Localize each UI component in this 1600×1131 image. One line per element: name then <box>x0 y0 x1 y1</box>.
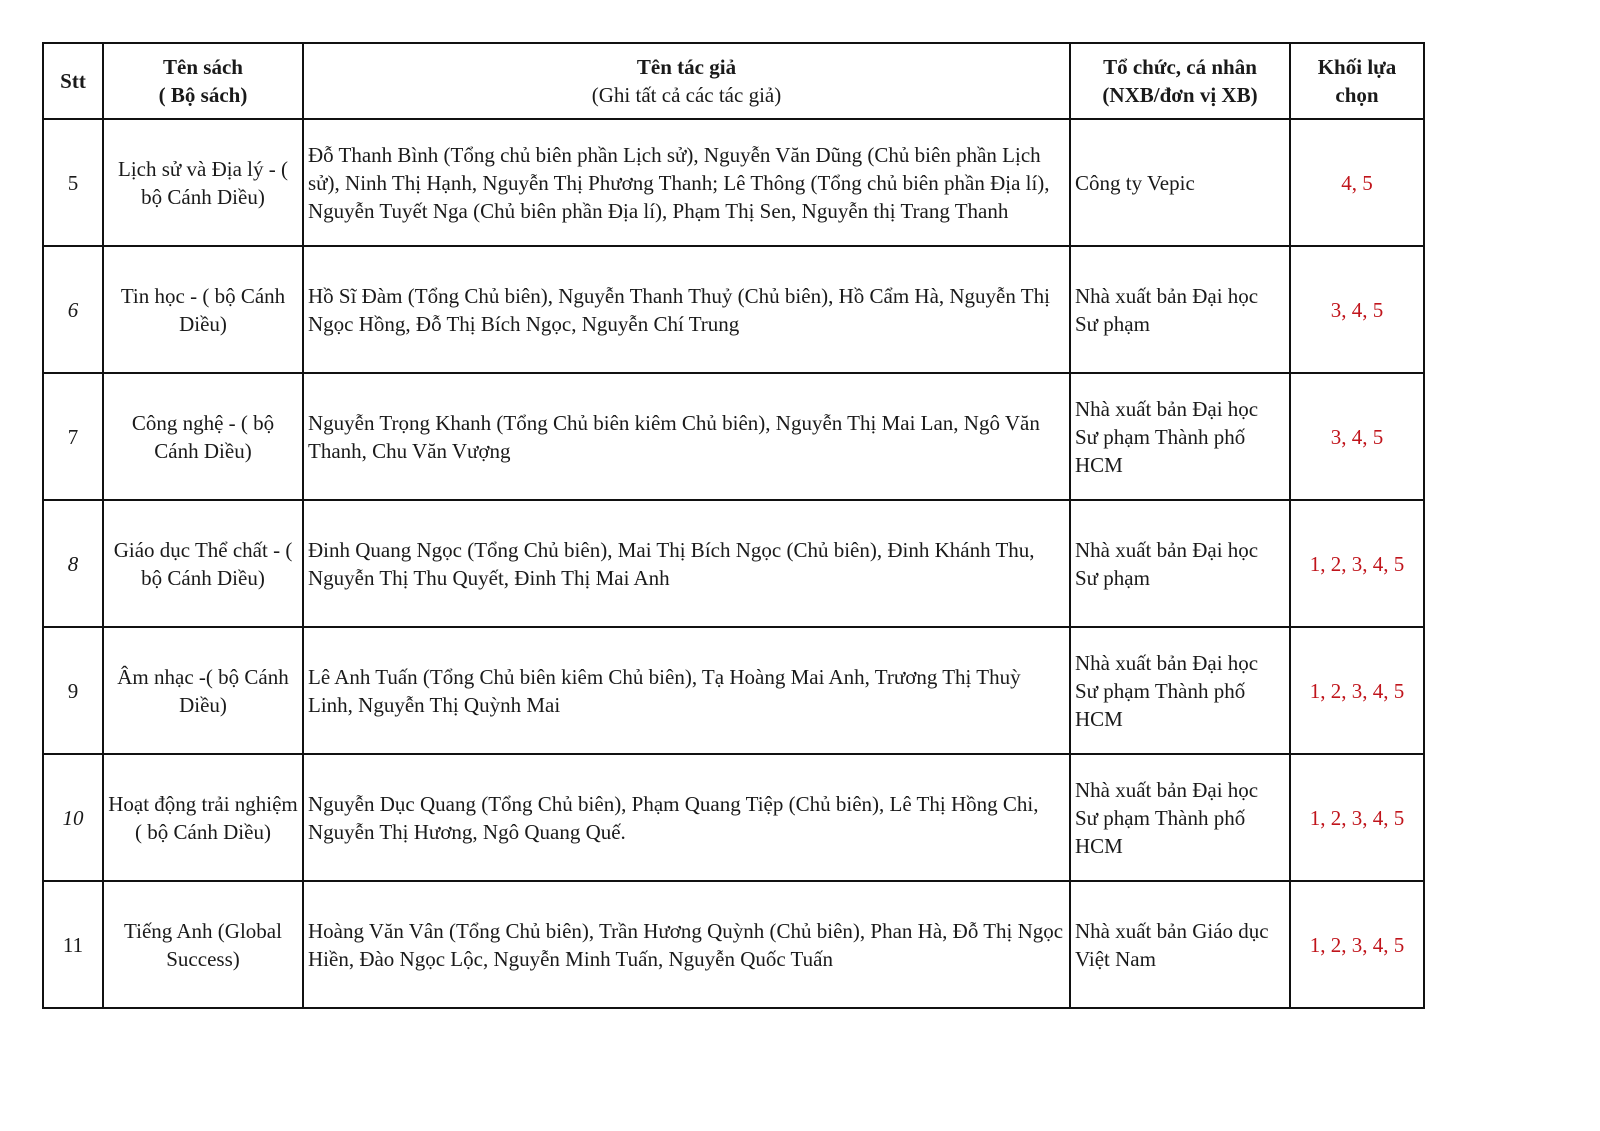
cell-grades: 1, 2, 3, 4, 5 <box>1290 881 1424 1008</box>
cell-book-title: Giáo dục Thể chất - ( bộ Cánh Diều) <box>103 500 303 627</box>
cell-publisher: Nhà xuất bản Đại học Sư phạm <box>1070 500 1290 627</box>
header-grades-line1: Khối lựa <box>1317 55 1397 79</box>
cell-authors: Hoàng Văn Vân (Tổng Chủ biên), Trần Hương Quỳnh (Chủ biên), Phan Hà, Đỗ Thị Ngọc Hiền, Đào Ngọc Lộc, Nguyễn Minh Tuấn, Nguyễn Quốc Tuấn <box>303 881 1070 1008</box>
table-row <box>43 246 1424 373</box>
table-row <box>43 373 1424 500</box>
cell-publisher: Nhà xuất bản Đại học Sư phạm Thành phố HCM <box>1070 627 1290 754</box>
cell-publisher: Nhà xuất bản Đại học Sư phạm <box>1070 246 1290 373</box>
header-row <box>43 43 1424 119</box>
cell-grades: 3, 4, 5 <box>1290 246 1424 373</box>
header-authors-line2: (Ghi tất cả các tác giả) <box>591 83 782 107</box>
cell-stt: 8 <box>43 500 103 627</box>
cell-book-title: Công nghệ - ( bộ Cánh Diều) <box>103 373 303 500</box>
cell-publisher: Công ty Vepic <box>1070 119 1290 246</box>
header-grades <box>1290 43 1424 119</box>
cell-grades: 3, 4, 5 <box>1290 373 1424 500</box>
cell-stt: 6 <box>43 246 103 373</box>
cell-book-title: Lịch sử và Địa lý - ( bộ Cánh Diều) <box>103 119 303 246</box>
cell-publisher: Nhà xuất bản Đại học Sư phạm Thành phố HCM <box>1070 373 1290 500</box>
header-publisher-line2: (NXB/đơn vị XB) <box>1102 83 1258 107</box>
cell-publisher: Nhà xuất bản Giáo dục Việt Nam <box>1070 881 1290 1008</box>
table-row <box>43 627 1424 754</box>
cell-book-title: Hoạt động trải nghiệm ( bộ Cánh Diều) <box>103 754 303 881</box>
cell-grades: 4, 5 <box>1290 119 1424 246</box>
cell-book-title: Tiếng Anh (Global Success) <box>103 881 303 1008</box>
header-book-line1: Tên sách <box>163 55 243 79</box>
cell-stt: 11 <box>43 881 103 1008</box>
cell-stt: 9 <box>43 627 103 754</box>
header-stt: Stt <box>43 43 103 119</box>
cell-book-title: Âm nhạc -( bộ Cánh Diều) <box>103 627 303 754</box>
table-row <box>43 500 1424 627</box>
cell-authors: Hồ Sĩ Đàm (Tổng Chủ biên), Nguyễn Thanh Thuỷ (Chủ biên), Hồ Cẩm Hà, Nguyễn Thị Ngọc Hồng, Đỗ Thị Bích Ngọc, Nguyễn Chí Trung <box>303 246 1070 373</box>
cell-stt: 5 <box>43 119 103 246</box>
cell-grades: 1, 2, 3, 4, 5 <box>1290 500 1424 627</box>
cell-grades: 1, 2, 3, 4, 5 <box>1290 627 1424 754</box>
cell-grades: 1, 2, 3, 4, 5 <box>1290 754 1424 881</box>
header-authors-line1: Tên tác giả <box>636 55 737 79</box>
cell-stt: 7 <box>43 373 103 500</box>
header-book-line2: ( Bộ sách) <box>158 83 248 107</box>
cell-publisher: Nhà xuất bản Đại học Sư phạm Thành phố HCM <box>1070 754 1290 881</box>
header-publisher <box>1070 43 1290 119</box>
cell-authors: Nguyễn Trọng Khanh (Tổng Chủ biên kiêm Chủ biên), Nguyễn Thị Mai Lan, Ngô Văn Thanh, Chu Văn Vượng <box>303 373 1070 500</box>
table-row <box>43 881 1424 1008</box>
textbook-table <box>42 42 1425 1009</box>
header-book-title <box>103 43 303 119</box>
cell-book-title: Tin học - ( bộ Cánh Diều) <box>103 246 303 373</box>
table-row <box>43 119 1424 246</box>
cell-authors: Lê Anh Tuấn (Tổng Chủ biên kiêm Chủ biên), Tạ Hoàng Mai Anh, Trương Thị Thuỳ Linh, Nguyễn Thị Quỳnh Mai <box>303 627 1070 754</box>
header-grades-line2: chọn <box>1335 83 1379 107</box>
cell-authors: Đinh Quang Ngọc (Tổng Chủ biên), Mai Thị Bích Ngọc (Chủ biên), Đinh Khánh Thu, Nguyễn Thị Thu Quyết, Đinh Thị Mai Anh <box>303 500 1070 627</box>
header-publisher-line1: Tổ chức, cá nhân <box>1103 55 1257 79</box>
header-authors <box>303 43 1070 119</box>
cell-authors: Nguyễn Dục Quang (Tổng Chủ biên), Phạm Quang Tiệp (Chủ biên), Lê Thị Hồng Chi, Nguyễn Thị Hương, Ngô Quang Quế. <box>303 754 1070 881</box>
table-row <box>43 754 1424 881</box>
cell-stt: 10 <box>43 754 103 881</box>
cell-authors: Đỗ Thanh Bình (Tổng chủ biên phần Lịch sử), Nguyễn Văn Dũng (Chủ biên phần Lịch sử), Ninh Thị Hạnh, Nguyễn Thị Phương Thanh; Lê Thông (Tổng chủ biên phần Địa lí), Nguyễn Tuyết Nga (Chủ biên phần Địa lí), Phạm Thị Sen, Nguyễn thị Trang Thanh <box>303 119 1070 246</box>
